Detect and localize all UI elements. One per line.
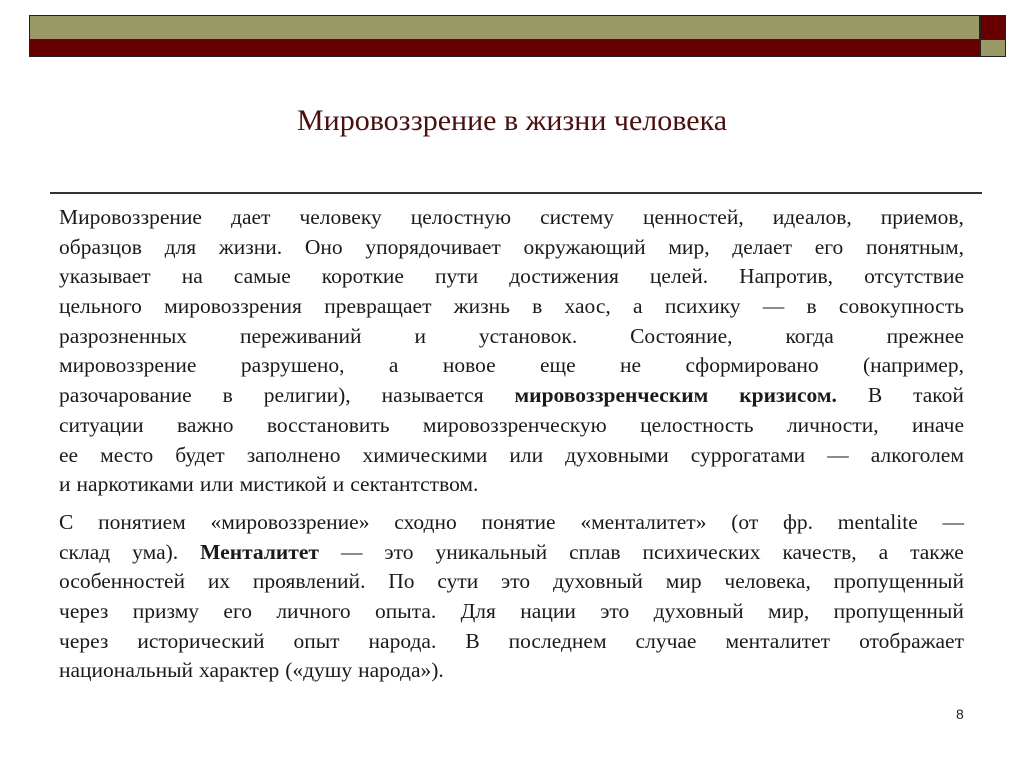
word: иначе [911, 412, 964, 437]
word: религии), [263, 383, 351, 408]
text-line [59, 411, 964, 441]
word: уникальный [435, 539, 548, 564]
word: человека, [724, 569, 811, 594]
word: «мировоззрение» [210, 509, 370, 534]
header-olive-stripe [29, 15, 980, 40]
word: идеалов, [772, 205, 852, 229]
word: В [465, 628, 480, 653]
text-line [59, 508, 964, 538]
text-line [59, 292, 964, 322]
word: сформировано [685, 353, 819, 378]
word: личного [276, 598, 351, 623]
word: место [100, 442, 154, 467]
word: сектантством. [350, 472, 479, 497]
text-line [59, 538, 964, 568]
word: сути [437, 569, 479, 594]
word: опыта. [375, 598, 437, 623]
word: В [867, 383, 883, 408]
word: народа. [368, 628, 437, 653]
word: его [223, 598, 252, 623]
word: Для [460, 598, 496, 623]
word: суррогатами [690, 442, 806, 467]
word: мир [665, 569, 702, 594]
word: совокупность [838, 294, 964, 319]
text-line [59, 233, 964, 263]
word: короткие [321, 264, 404, 289]
text-line [59, 262, 964, 292]
word: окружающий [523, 234, 646, 259]
word: Оно [304, 234, 343, 259]
title-divider [50, 192, 982, 194]
word: такой [913, 383, 964, 408]
word: еще [540, 353, 576, 378]
word: и [332, 472, 345, 497]
word: дает [231, 205, 271, 229]
text-line [59, 441, 964, 471]
word: это [384, 539, 414, 564]
word: понятным, [865, 234, 964, 259]
word: хаос, [564, 294, 611, 319]
word: делает [732, 234, 792, 259]
word: в [222, 383, 233, 408]
text-line [59, 322, 964, 352]
word: последнем [508, 628, 607, 653]
word: указывает [59, 264, 151, 289]
word: а [633, 294, 643, 319]
word: образцов [59, 234, 142, 259]
word: восстановить [266, 412, 390, 437]
word: разрозненных [59, 323, 188, 348]
word: нации [520, 598, 576, 623]
bold-term: кризисом. [739, 383, 837, 408]
word: переживаний [239, 323, 362, 348]
word: психику [664, 294, 741, 319]
word: Состояние, [630, 323, 733, 348]
word: пропущенный [833, 569, 964, 594]
word: духовный [552, 569, 643, 594]
word: целостность [640, 412, 754, 437]
word: мировоззрение [59, 353, 197, 378]
word: разочарование [59, 383, 192, 408]
word: будет [175, 442, 225, 467]
word: национальный [59, 658, 194, 683]
word: мистикой [239, 472, 327, 497]
word: призму [132, 598, 200, 623]
word: проявлений. [252, 569, 366, 594]
word: их [207, 569, 231, 594]
word: исторический [137, 628, 265, 653]
word: характер [199, 658, 280, 683]
word: народа»). [358, 658, 444, 683]
word: заполнено [246, 442, 341, 467]
word [200, 538, 319, 568]
word: жизни. [218, 234, 283, 259]
word: мировоззренческую [422, 412, 607, 437]
word: (от [731, 509, 759, 534]
word: самые [233, 264, 291, 289]
word: качеств, [782, 539, 857, 564]
word: — [340, 539, 363, 564]
word: упорядочивает [365, 234, 501, 259]
text-line [59, 627, 964, 657]
word: мир, [767, 598, 810, 623]
text-line [59, 381, 964, 411]
bold-term: Менталитет [200, 539, 319, 564]
word: а [388, 353, 399, 378]
word: ценностей, [643, 205, 744, 229]
slide-body [59, 203, 964, 686]
word: отсутствие [864, 264, 964, 289]
word [739, 381, 837, 411]
word: алкоголем [870, 442, 964, 467]
word: — [762, 294, 785, 319]
text-line [59, 597, 964, 627]
word: мировоззрения [164, 294, 302, 319]
word: менталитет [725, 628, 831, 653]
word: опыт [293, 628, 340, 653]
word: особенностей [59, 569, 186, 594]
word: в [532, 294, 543, 319]
word: установок. [478, 323, 578, 348]
word: (например, [863, 353, 964, 378]
word: не [620, 353, 642, 378]
word: важно [177, 412, 234, 437]
word: достижения [509, 264, 619, 289]
word: или [509, 442, 544, 467]
word: духовными [565, 442, 669, 467]
word: фр. [782, 509, 814, 534]
word: С [59, 509, 74, 534]
word: понятие [481, 509, 556, 534]
word: на [181, 264, 203, 289]
word: химическими [362, 442, 488, 467]
word: систему [540, 205, 614, 229]
word: цельного [59, 294, 142, 319]
word: для [164, 234, 197, 259]
word: приемов, [880, 205, 964, 229]
word: — [827, 442, 849, 467]
word: когда [785, 323, 834, 348]
word: жизнь [453, 294, 510, 319]
word: это [501, 569, 531, 594]
word: ее [59, 442, 79, 467]
word: целостную [410, 205, 512, 229]
word: Напротив, [739, 264, 834, 289]
word: сходно [394, 509, 457, 534]
word [515, 381, 709, 411]
word: в [806, 294, 817, 319]
word: или [199, 472, 234, 497]
word: ситуации [59, 412, 144, 437]
text-line [59, 203, 964, 233]
word: случае [635, 628, 697, 653]
text-line [59, 470, 964, 500]
word: а [878, 539, 889, 564]
text-line [59, 567, 964, 597]
word: новое [442, 353, 496, 378]
text-line [59, 351, 964, 381]
word: духовный [653, 598, 744, 623]
word: личности, [786, 412, 879, 437]
word: через [59, 598, 109, 623]
word: mentalite [837, 509, 918, 534]
word: мир, [668, 234, 710, 259]
word: «менталитет» [580, 509, 707, 534]
word: разрушено, [240, 353, 345, 378]
word: человеку [299, 205, 382, 229]
bold-term: мировоззренческим [514, 383, 709, 408]
word: ума). [132, 539, 179, 564]
word: и [414, 323, 426, 348]
word: сплав [569, 539, 621, 564]
header-corner-red-square [980, 15, 1006, 40]
word: понятием [98, 509, 186, 534]
word: пропущенный [833, 598, 964, 623]
page-number: 8 [956, 706, 964, 722]
paragraph-mentality [59, 508, 964, 686]
word: наркотиками [76, 472, 194, 497]
word: прежнее [886, 323, 964, 348]
word: целей. [649, 264, 709, 289]
word: пути [435, 264, 479, 289]
paragraph-worldview [59, 203, 964, 500]
word: это [600, 598, 630, 623]
word: психических [642, 539, 761, 564]
header-corner-olive-square [980, 40, 1006, 57]
word: его [814, 234, 844, 259]
word: также [910, 539, 964, 564]
text-line [59, 656, 964, 686]
word: («душу [285, 658, 353, 683]
word: По [388, 569, 415, 594]
slide-title: Мировоззрение в жизни человека [296, 104, 728, 137]
word: склад [59, 539, 111, 564]
word: называется [381, 383, 484, 408]
word: — [942, 509, 964, 534]
word: Мировоззрение [59, 205, 202, 229]
header-decoration-bar [29, 15, 1006, 57]
header-dark-red-stripe [29, 40, 980, 57]
word: через [59, 628, 109, 653]
word: превращает [324, 294, 432, 319]
word: и [59, 472, 71, 497]
word: отображает [859, 628, 964, 653]
